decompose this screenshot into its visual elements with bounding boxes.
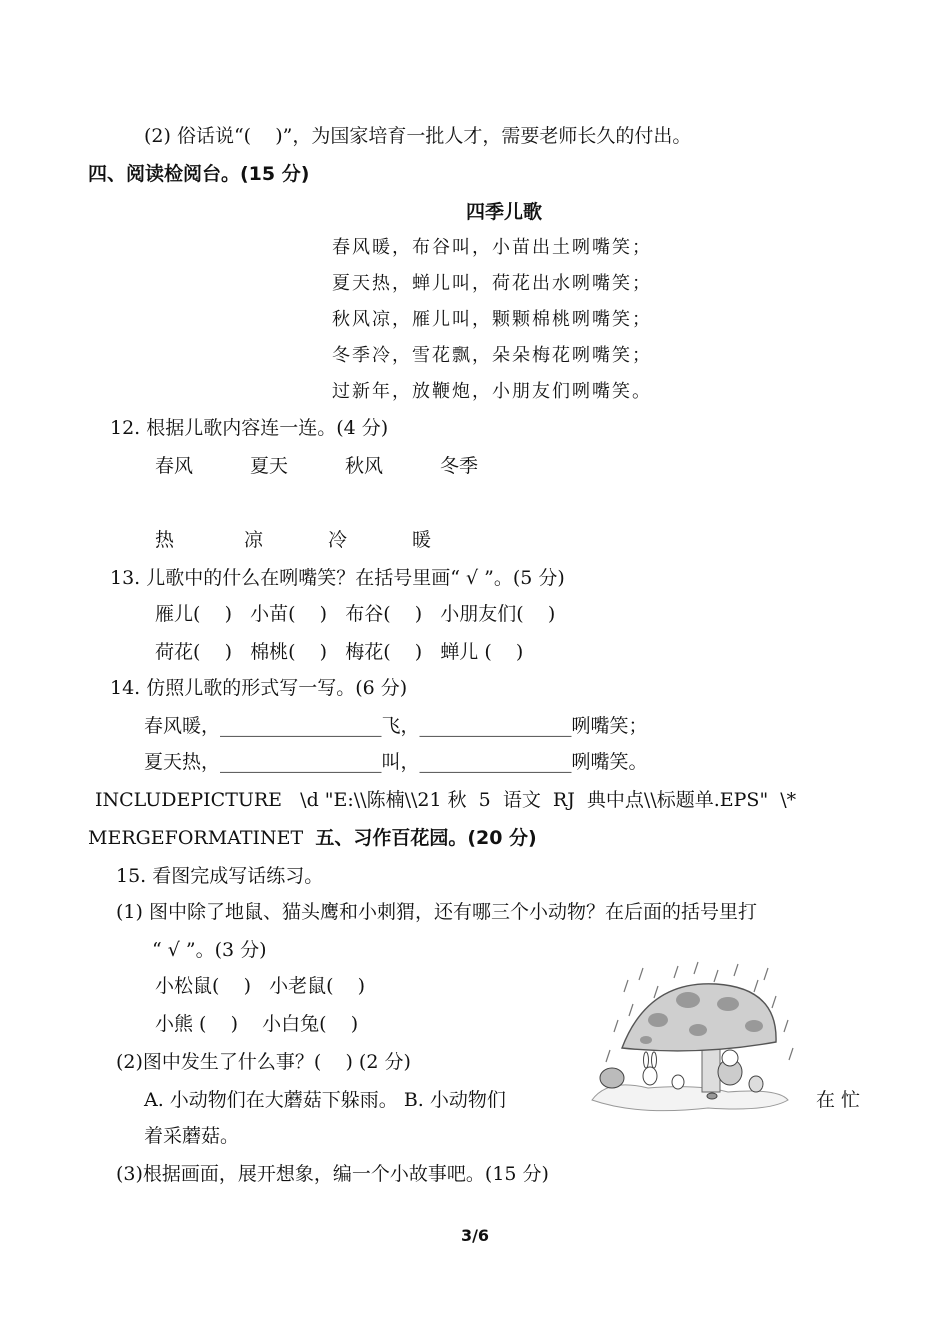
q15-2-option-line-cont: 着采蘑菇。 <box>144 1125 240 1147</box>
q14-row-1: 春风暖，_________________飞，________________咧嘴笑； <box>144 715 648 737</box>
q13-options-row-1: 雁儿( ) 小苗( ) 布谷( ) 小朋友们( ) <box>155 603 556 625</box>
poem-line-2: 夏天热，蝉儿叫，荷花出水咧嘴笑； <box>332 273 652 294</box>
q14-row-2: 夏天热，_________________叫，________________咧嘴笑。 <box>144 751 648 773</box>
poem-title: 四季儿歌 <box>466 201 543 223</box>
poem-line-4: 冬季冷，雪花飘，朵朵梅花咧嘴笑； <box>332 345 652 366</box>
question-11-2: (2) 俗话说“( )”，为国家培育一批人才，需要老师长久的付出。 <box>144 125 692 147</box>
poem-line-3: 秋风凉，雁儿叫，颗颗棉桃咧嘴笑； <box>332 309 652 330</box>
match-bottom-3: 冷 <box>328 529 348 551</box>
q15-1-options-2: 小熊 ( ) 小白兔( ) <box>155 1013 359 1035</box>
question-12: 12. 根据儿歌内容连一连。(4 分) <box>110 417 389 439</box>
include-field-line-2 <box>88 826 537 850</box>
poem-line-5: 过新年，放鞭炮，小朋友们咧嘴笑。 <box>332 381 652 402</box>
page-number: 3/6 <box>460 1226 490 1245</box>
q15-2-option-line-end: 在 忙 <box>816 1089 861 1111</box>
match-top-3: 秋风 <box>345 455 384 477</box>
section-5-heading: 五、习作百花园。(20 分) <box>315 827 537 849</box>
include-field-line-1: INCLUDEPICTURE \d "E:\\陈楠\\21 秋 5 语文 RJ 典中点\\标题单.EPS" \* <box>95 789 797 811</box>
question-15: 15. 看图完成写话练习。 <box>116 865 324 887</box>
q15-2: (2)图中发生了什么事？( ) (2 分) <box>116 1051 411 1073</box>
q15-1-options-1: 小松鼠( ) 小老鼠( ) <box>155 975 366 997</box>
match-top-1: 春风 <box>155 455 194 477</box>
q15-1-line-b: “ √ ”。(3 分) <box>152 939 267 961</box>
animals-under-mushroom-illustration <box>588 960 808 1120</box>
match-bottom-4: 暖 <box>412 529 432 551</box>
section-4-heading: 四、阅读检阅台。(15 分) <box>88 163 310 185</box>
poem-line-1: 春风暖，布谷叫，小苗出土咧嘴笑； <box>332 237 652 258</box>
match-top-2: 夏天 <box>250 455 289 477</box>
q13-options-row-2: 荷花( ) 棉桃( ) 梅花( ) 蝉儿 ( ) <box>155 641 524 663</box>
include-field-code: MERGEFORMATINET <box>88 827 316 849</box>
match-bottom-2: 凉 <box>244 529 264 551</box>
question-13: 13. 儿歌中的什么在咧嘴笑？在括号里画“ √ ”。(5 分) <box>110 567 565 589</box>
question-14: 14. 仿照儿歌的形式写一写。(6 分) <box>110 677 408 699</box>
q15-1-line-a: (1) 图中除了地鼠、猫头鹰和小刺猬，还有哪三个小动物？在后面的括号里打 <box>116 901 757 923</box>
q15-2-option-line: A. 小动物们在大蘑菇下躲雨。 B. 小动物们 <box>144 1089 506 1111</box>
match-top-4: 冬季 <box>440 455 479 477</box>
match-bottom-1: 热 <box>155 529 175 551</box>
q15-3: (3)根据画面，展开想象，编一个小故事吧。(15 分) <box>116 1163 549 1185</box>
